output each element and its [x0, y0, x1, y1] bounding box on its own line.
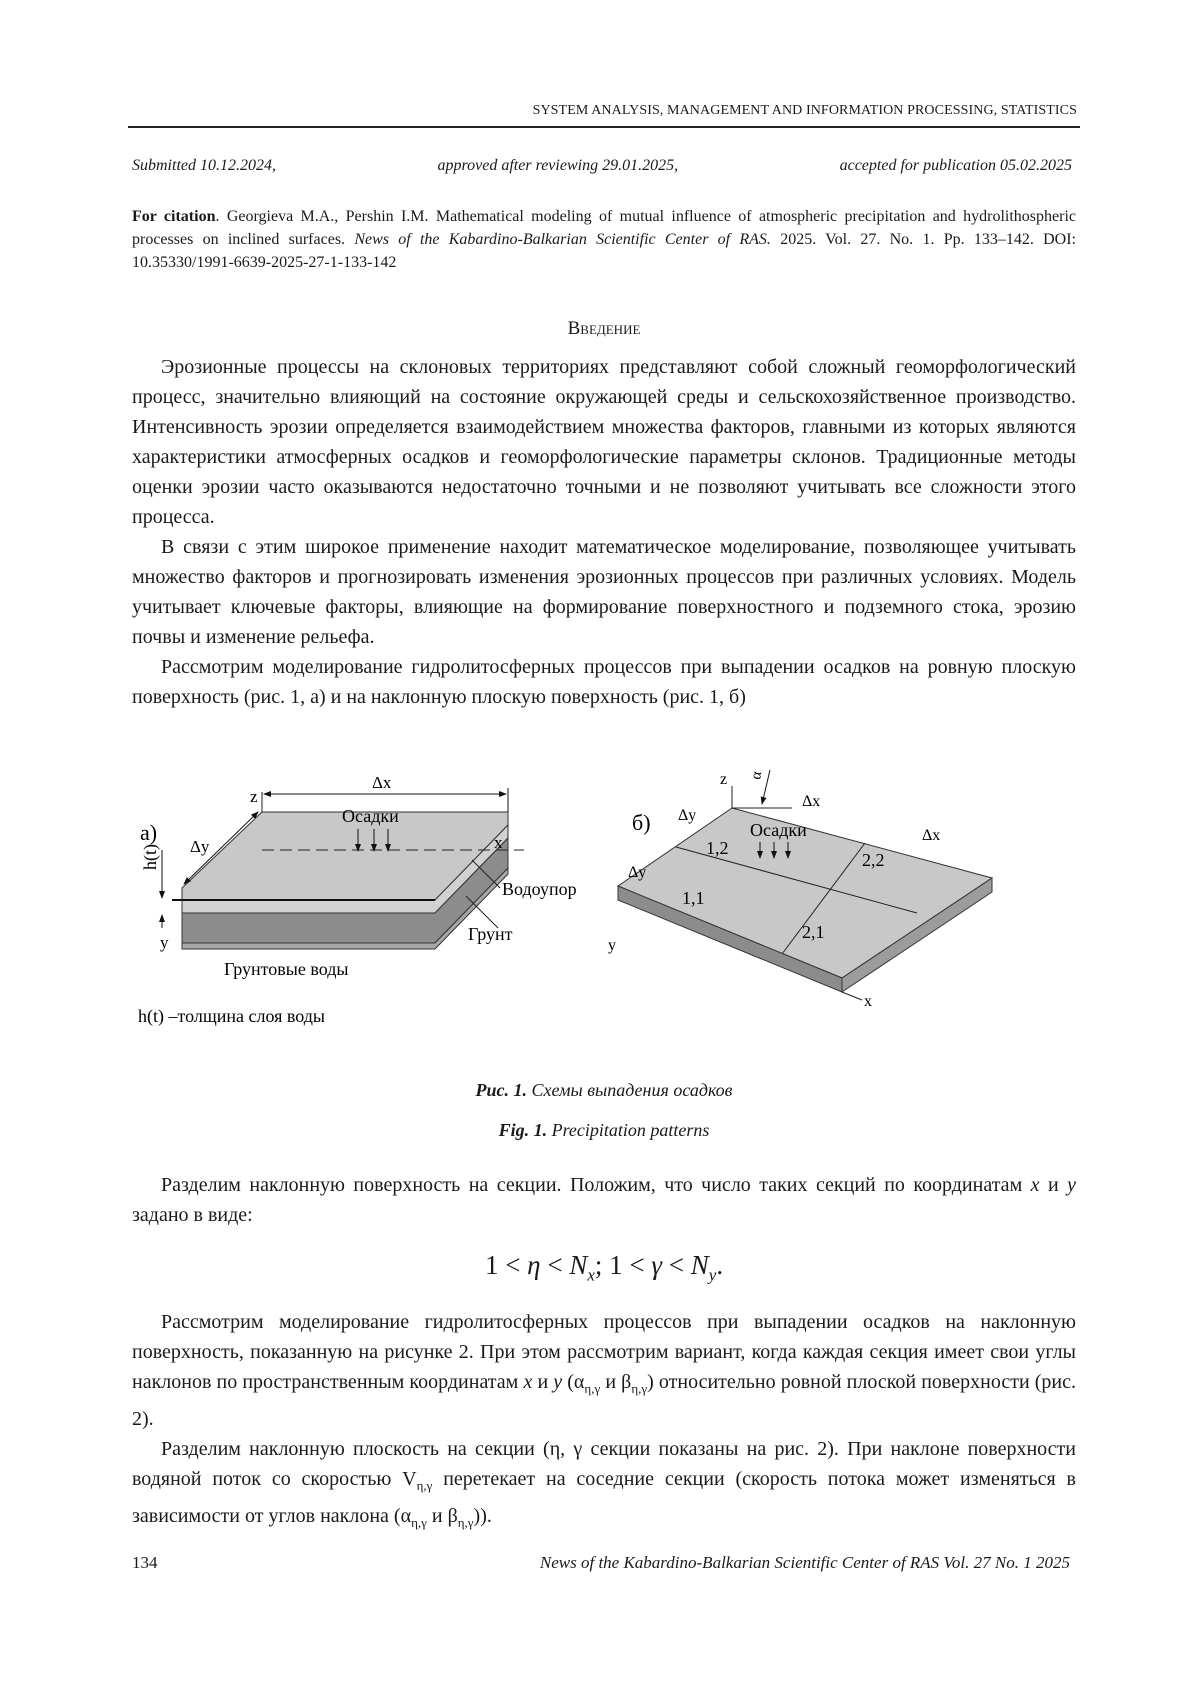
section-count-formula: $1 < \eta < N_x$; $1 < \gamma < N_y$. — [484, 1250, 724, 1285]
after-formula-paragraphs — [132, 1307, 1076, 1538]
citation-details: 2025. Vol. 27. No. 1. Pp. 133–142. DOI: 10.35330/1991-6639-2025-27-1-133-142 — [132, 231, 1077, 271]
citation-text: . Georgieva M.A., Pershin I.M. Mathematical modeling of mutual influence of atmospheric precipitation and hydrolithospheric processes on inclined surfaces. — [132, 208, 1077, 248]
approved-date: approved after reviewing 29.01.2025, — [437, 157, 679, 174]
running-head: SYSTEM ANALYSIS, MANAGEMENT AND INFORMATION PROCESSING, STATISTICS — [532, 103, 1077, 118]
axis-z-label: z — [720, 771, 728, 788]
figure-1-drawing — [132, 770, 1076, 1060]
paragraph: В связи с этим широкое применение находит математическое моделирование, позволяющее учитывать множество факторов и прогнозировать изменения эрозионных процессов при различных условиях. Модель учитывает ключевые факторы, влияющие на формирование поверхностного и подземного стока, эрозию почвы и изменение рельефа. — [132, 536, 1076, 648]
aquiclude-label: Водоупор — [502, 879, 577, 899]
soil-label: Грунт — [468, 924, 513, 944]
cell-label: 2,1 — [802, 922, 825, 942]
caption-ru-text: Схемы выпадения осадков — [526, 1080, 733, 1100]
paragraph: Эрозионные процессы на склоновых территориях представляют собой сложный геоморфологический процесс, значительно влияющий на состояние окружающей среды и сельскохозяйственное производство. Интенсивность эрозии определяется взаимодействием множества факторов, главными из которых являются характеристики атмосферных осадков и геоморфологические параметры склонов. Традиционные методы оценки эрозии часто оказываются недостаточно точными и не позволяют учитывать все сложности этого процесса. — [132, 356, 1076, 528]
axis-x-label: x — [864, 993, 872, 1010]
caption-ru-label: Рис. 1. — [475, 1080, 527, 1100]
paragraph: Рассмотрим моделирование гидролитосферных процессов при выпадении осадков на ровную плоскую поверхность (рис. 1, а) и на наклонную плоскую поверхность (рис. 1, б) — [132, 656, 1076, 708]
sections-paragraph — [132, 1170, 1076, 1230]
figure-1 — [132, 770, 1076, 1060]
dx-label: Δx — [372, 773, 392, 792]
citation-label: For citation — [132, 208, 216, 225]
precipitation-label: Осадки — [750, 820, 807, 840]
precipitation-label: Осадки — [342, 806, 399, 826]
dy-label: Δy — [190, 837, 210, 856]
caption-en-text: Precipitation patterns — [547, 1120, 710, 1140]
panel-a-label: а) — [140, 820, 158, 845]
panel-b-label: б) — [632, 810, 651, 835]
panel-a — [138, 773, 577, 1027]
ht-legend: h(t) –толщина слоя воды — [138, 1006, 325, 1026]
cell-label: 1,2 — [706, 838, 729, 858]
paragraph: Разделим наклонную плоскость на секции (η, γ секции показаны на рис. 2). При наклоне поверхности водяной поток со скоростью $V_{\eta,\gamma}$ перетекает на соседние секции (скорость потока может изменяться в зависимости от углов наклона ($\alpha_{\eta,\gamma}$ и $\beta_{\eta,\gamma}$)). — [132, 1438, 1076, 1530]
paragraph: Разделим наклонную поверхность на секции. Положим, что число таких секций по координатам x и y задано в виде: — [132, 1174, 1076, 1226]
panel-b — [608, 770, 992, 1010]
submitted-date: Submitted 10.12.2024, — [132, 157, 276, 174]
figure-caption-ru — [132, 1080, 1076, 1101]
header-rule — [128, 126, 1080, 128]
dy-label-2: Δy — [628, 864, 647, 881]
axis-y-label: y — [608, 937, 616, 954]
accepted-date: accepted for publication 05.02.2025 — [839, 157, 1072, 174]
intro-paragraphs — [132, 352, 1076, 712]
dy-label: Δy — [678, 807, 697, 824]
dx-label: Δx — [802, 793, 821, 810]
cell-label: 2,2 — [862, 850, 885, 870]
section-title: Введение — [567, 318, 641, 339]
axis-y-label: y — [160, 933, 169, 952]
ht-label: h(t) — [140, 844, 160, 870]
cell-label: 1,1 — [682, 888, 705, 908]
groundwater-label: Грунтовые воды — [224, 959, 349, 979]
paragraph: Рассмотрим моделирование гидролитосферных процессов при выпадении осадков на наклонную поверхность, показанную на рисунке 2. При этом рассмотрим вариант, когда каждая секция имеет свои углы наклонов по пространственным координатам x и y ($\alpha_{\eta,\gamma}$ и $\beta_{\eta,\gamma}$) относительно ровной плоской поверхности (рис. 2). — [132, 1311, 1077, 1430]
dx-label-2: Δx — [922, 827, 941, 844]
axis-x-label: x — [494, 833, 503, 852]
caption-en-label: Fig. 1. — [498, 1120, 548, 1140]
citation-journal: News of the Kabardino-Balkarian Scientific Center of RAS. — [354, 231, 771, 248]
citation-block — [132, 205, 1076, 274]
figure-caption-en — [132, 1120, 1076, 1141]
alpha-label: α — [748, 770, 766, 781]
page-number: 134 — [132, 1553, 158, 1572]
axis-z-label: z — [250, 787, 258, 806]
footer-journal: News of the Kabardino-Balkarian Scientific Center of RAS Vol. 27 No. 1 2025 — [539, 1553, 1070, 1572]
publication-dates — [132, 157, 1072, 175]
